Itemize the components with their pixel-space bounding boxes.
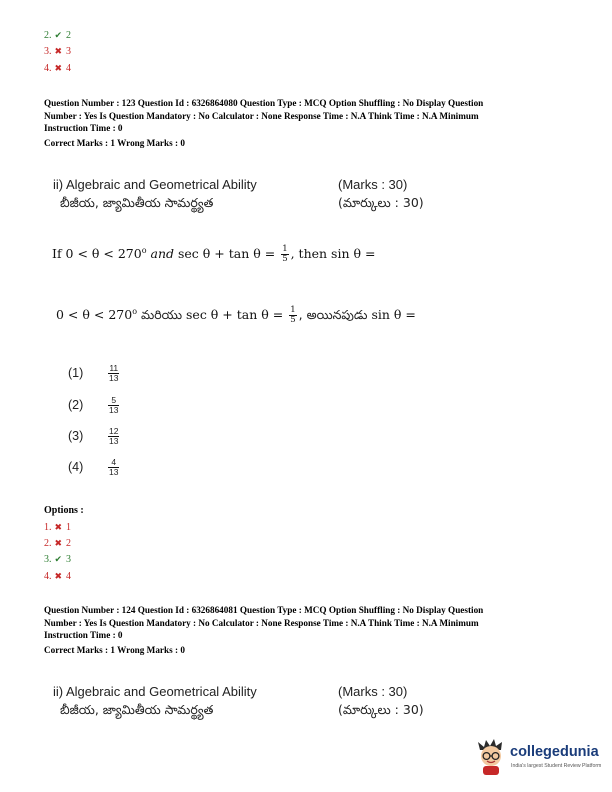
cross-icon: ✖ — [54, 63, 63, 73]
answer-choice: (1) $\frac{11}{13}$ — [68, 363, 119, 383]
fraction: $\frac{1}{5}$ — [282, 244, 288, 264]
section-title-en: ii) Algebraic and Geometrical Ability — [53, 177, 257, 192]
question-meta — [44, 604, 574, 656]
meta-line: Question Number : 124 Question Id : 6326864081 Question Type : MCQ Option Shuffling : No Display Question — [44, 605, 484, 615]
meta-line: Question Number : 123 Question Id : 6326864080 Question Type : MCQ Option Shuffling : No Display Question — [44, 98, 484, 108]
meta-line: Instruction Time : 0 — [44, 630, 123, 640]
section-marks-te: (మార్కులు : 30) — [338, 195, 424, 210]
option-item: 3. ✖ 3 — [44, 46, 72, 57]
meta-line: Number : Yes Is Question Mandatory : No Calculator : None Response Time : N.A Think Time : N.A Minimum — [44, 110, 479, 121]
check-icon: ✔ — [54, 554, 63, 564]
question-meta — [44, 97, 574, 149]
mascot-icon — [474, 738, 508, 776]
meta-line: Instruction Time : 0 — [44, 123, 123, 133]
section-title-en: ii) Algebraic and Geometrical Ability — [53, 684, 257, 699]
option-item: 2. ✖ 2 — [44, 538, 72, 549]
section-marks-te: (మార్కులు : 30) — [338, 702, 424, 717]
marks-line: Correct Marks : 1 Wrong Marks : 0 — [44, 644, 185, 655]
cross-icon: ✖ — [54, 522, 63, 532]
cross-icon: ✖ — [54, 46, 63, 56]
question-telugu: $0 < \theta < 270^o$ మరియు sec θ + tan θ = $\frac{1}{5}$ , అయినపుడు sin θ = — [56, 305, 416, 325]
question-english: If $0 < \theta < 270^o$ and sec θ + tan θ = $\frac{1}{5}$ , then sin θ = — [52, 244, 376, 264]
section-title-te: బీజీయ, జ్యామితీయ సామర్థ్యత — [60, 195, 214, 210]
fraction: $\frac{1}{5}$ — [290, 305, 296, 325]
meta-line: Number : Yes Is Question Mandatory : No Calculator : None Response Time : N.A Think Time : N.A Minimum — [44, 617, 479, 628]
check-icon: ✔ — [54, 30, 63, 40]
collegedunia-logo — [474, 738, 606, 778]
option-item: 4. ✖ 4 — [44, 571, 72, 582]
logo-tagline: India's largest Student Review Platform — [511, 763, 602, 769]
option-item: 4. ✖ 4 — [44, 63, 72, 74]
section-marks-en: (Marks : 30) — [338, 684, 408, 699]
section-marks-en: (Marks : 30) — [338, 177, 408, 192]
option-item: 1. ✖ 1 — [44, 522, 72, 533]
option-item: 3. ✔ 3 — [44, 554, 72, 565]
cross-icon: ✖ — [54, 571, 63, 581]
answer-choice: (4) $\frac{4}{13}$ — [68, 457, 119, 477]
option-item: 2. ✔ 2 — [44, 30, 72, 41]
options-heading: Options : — [44, 505, 84, 516]
section-title-te: బీజీయ, జ్యామితీయ సామర్థ్యత — [60, 702, 214, 717]
answer-choice: (2) $\frac{5}{13}$ — [68, 395, 119, 415]
cross-icon: ✖ — [54, 538, 63, 548]
answer-choice: (3) $\frac{12}{13}$ — [68, 426, 119, 446]
logo-wordmark: collegedunia — [510, 744, 599, 760]
marks-line: Correct Marks : 1 Wrong Marks : 0 — [44, 137, 185, 148]
